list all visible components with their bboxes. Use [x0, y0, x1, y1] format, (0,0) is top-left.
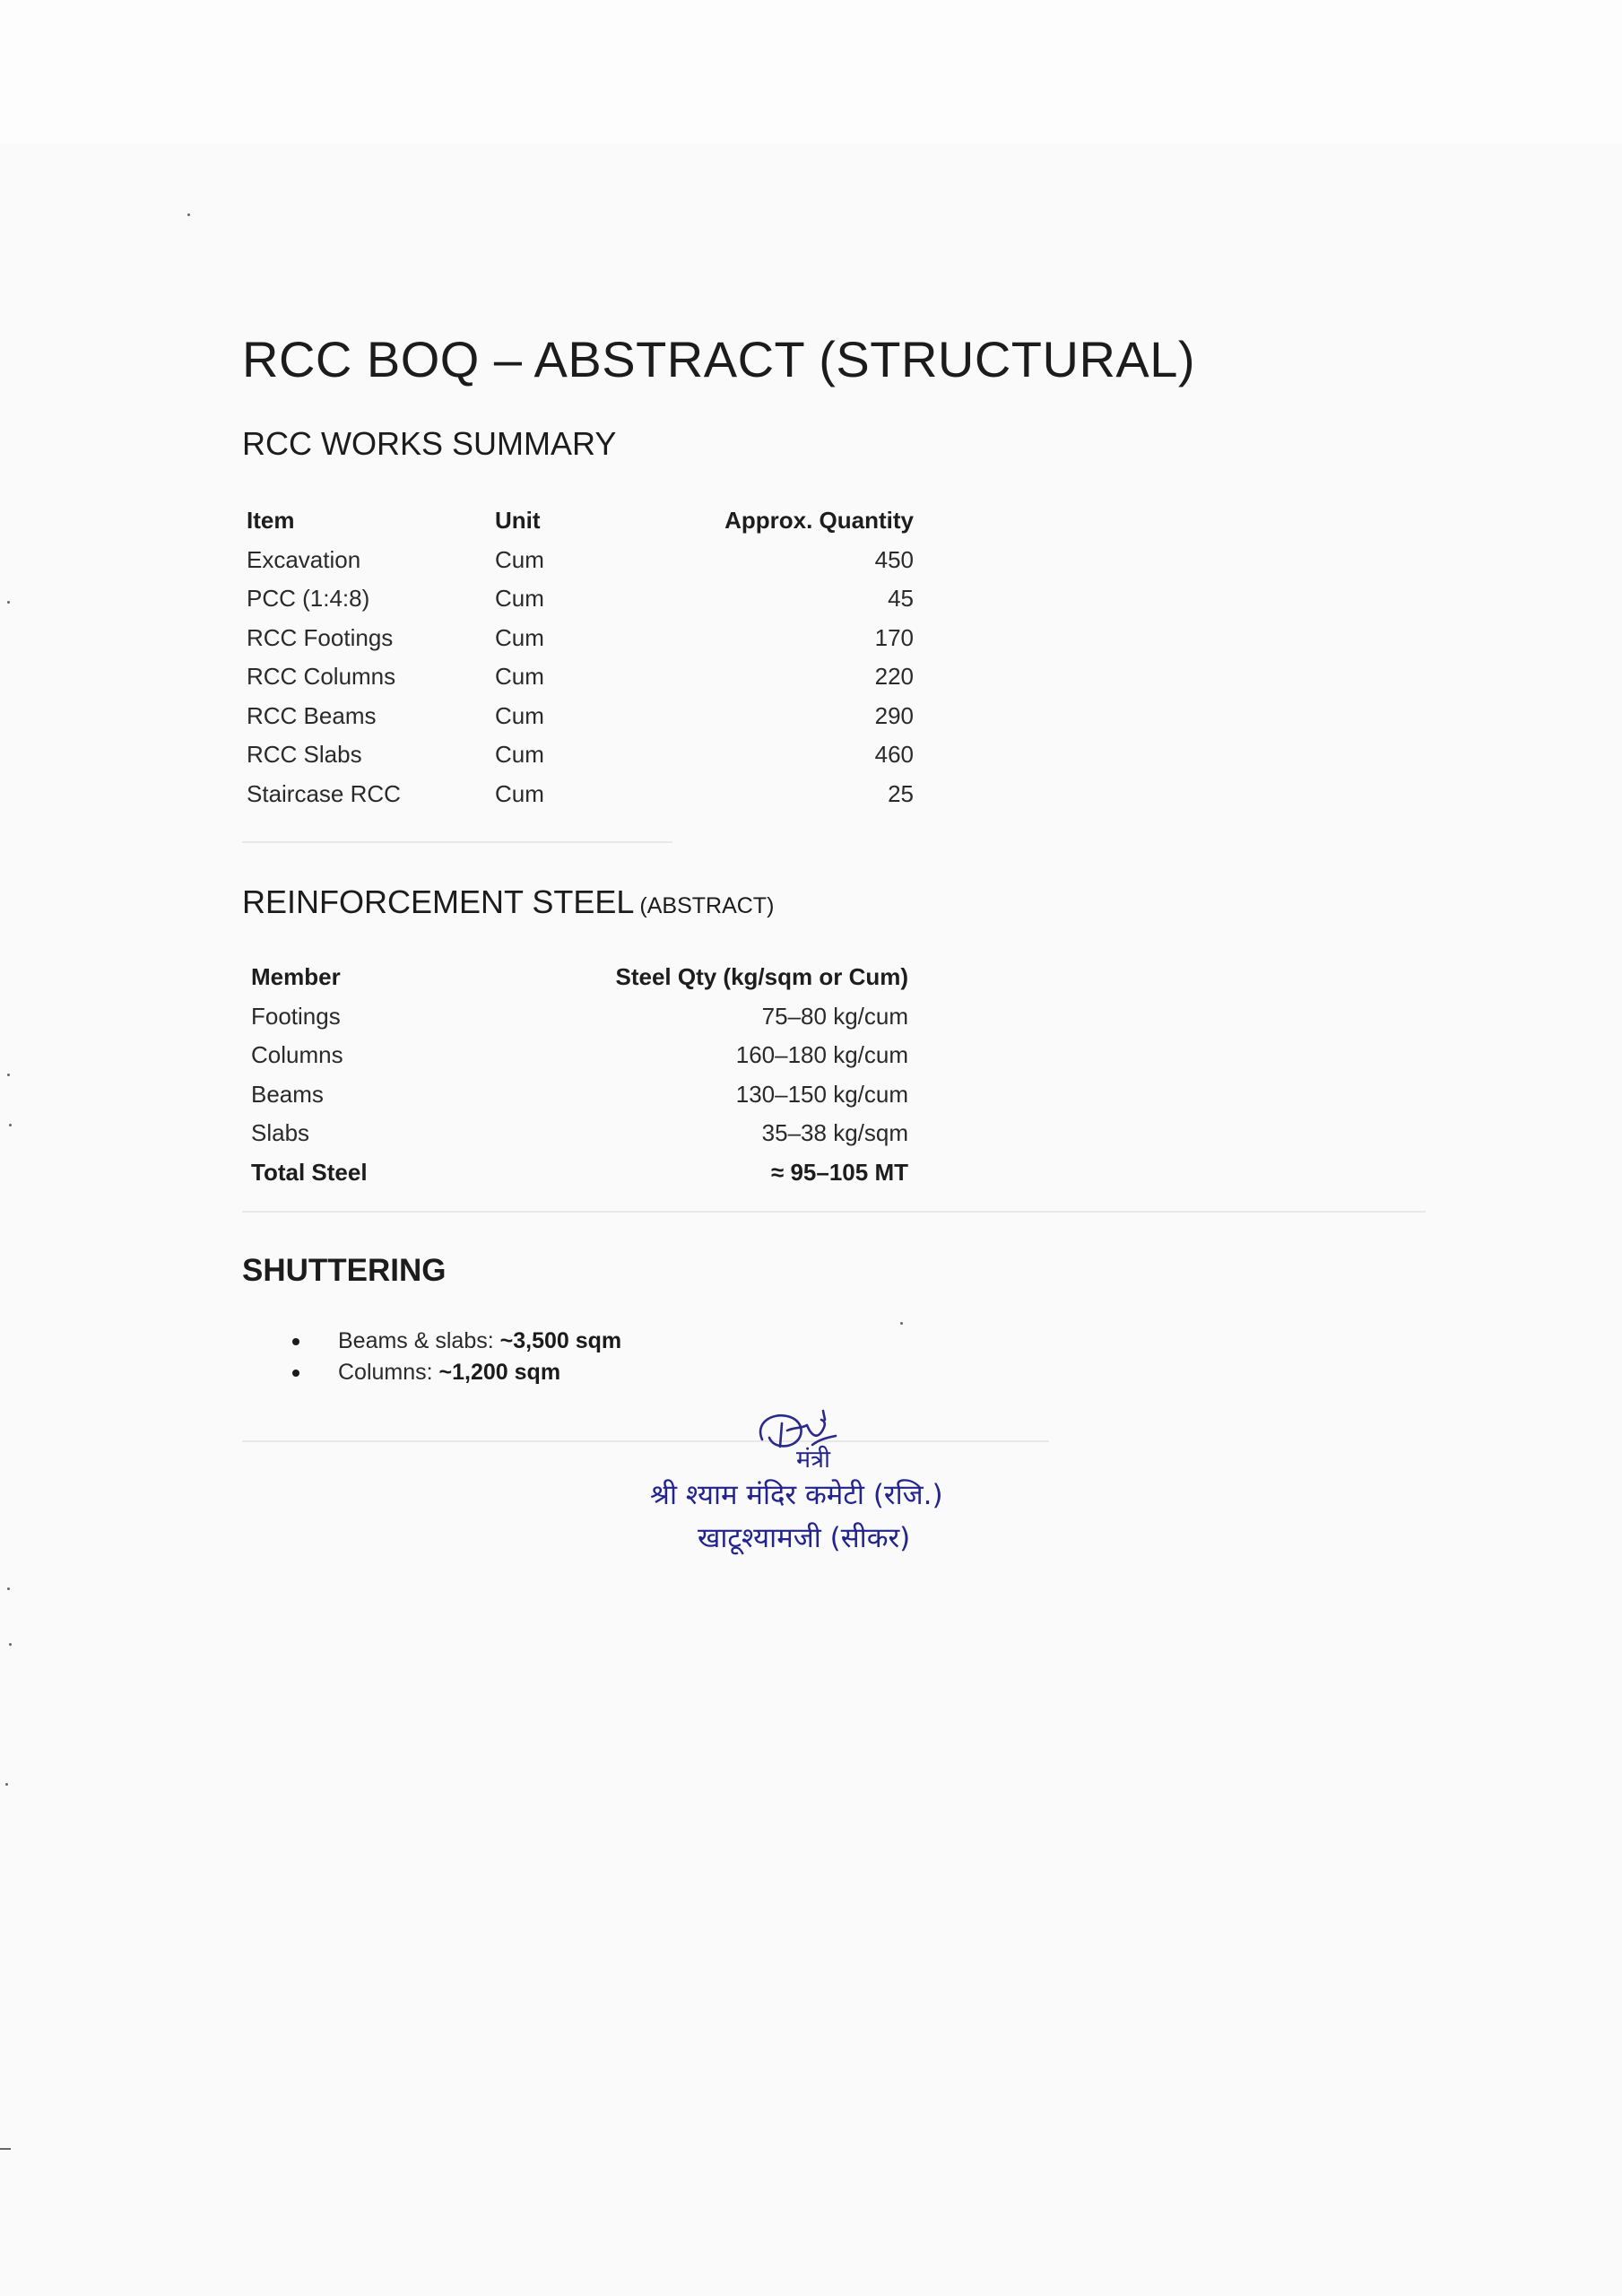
item-cell: Staircase RCC — [247, 779, 401, 807]
shuttering-item-label: Beams & slabs: — [338, 1328, 494, 1353]
item-cell: Excavation — [247, 545, 361, 573]
shuttering-item-label: Columns: — [338, 1360, 433, 1385]
unit-cell: Cum — [495, 701, 544, 729]
reinforcement-heading-suffix: (ABSTRACT) — [639, 893, 775, 918]
bullet-icon — [292, 1370, 299, 1377]
rcc-works-table — [247, 501, 914, 813]
document-title: RCC BOQ – ABSTRACT (STRUCTURAL) — [242, 331, 1196, 387]
stamp-designation: मंत्री — [796, 1446, 831, 1474]
official-stamp — [637, 1404, 1013, 1570]
quantity-cell: 460 — [874, 741, 914, 769]
steel-qty-cell: 75–80 kg/cum — [761, 1002, 908, 1030]
quantity-cell: 220 — [874, 663, 914, 691]
reinforcement-steel-table — [251, 958, 908, 1192]
column-header-item: Item — [247, 507, 295, 535]
member-cell: Columns — [251, 1041, 343, 1069]
stamp-line-2: खाटूश्यामजी (सीकर) — [698, 1522, 911, 1554]
shuttering-item-value: ~1,200 sqm — [438, 1360, 561, 1385]
table-row — [247, 541, 914, 580]
shuttering-heading: SHUTTERING — [242, 1253, 447, 1288]
scan-speck — [7, 1587, 10, 1590]
rcc-works-summary-heading: RCC WORKS SUMMARY — [242, 425, 617, 462]
table-row — [247, 697, 914, 736]
steel-qty-cell: 35–38 kg/sqm — [761, 1119, 908, 1147]
table-row — [247, 579, 914, 619]
table-row — [247, 775, 914, 814]
quantity-cell: 25 — [888, 779, 914, 807]
stamp-line-1: श्री श्याम मंदिर कमेटी (रजि.) — [650, 1479, 943, 1511]
total-steel-value: ≈ 95–105 MT — [770, 1158, 908, 1186]
table-row — [251, 1114, 908, 1153]
table-row — [251, 997, 908, 1037]
shuttering-list — [289, 1326, 621, 1388]
faint-divider — [242, 841, 672, 843]
member-cell: Beams — [251, 1080, 324, 1108]
scan-speck — [900, 1322, 903, 1325]
quantity-cell: 170 — [874, 623, 914, 651]
member-cell: Footings — [251, 1002, 341, 1030]
list-item — [289, 1326, 621, 1357]
scan-speck — [0, 2148, 11, 2150]
scan-speck — [187, 213, 190, 216]
table-row — [251, 1075, 908, 1115]
steel-qty-cell: 160–180 kg/cum — [735, 1041, 908, 1069]
column-header-member: Member — [251, 963, 341, 991]
quantity-cell: 45 — [888, 585, 914, 613]
column-header-steel-qty: Steel Qty (kg/sqm or Cum) — [615, 963, 908, 991]
shuttering-item-value: ~3,500 sqm — [499, 1328, 622, 1353]
reinforcement-heading-text: REINFORCEMENT STEEL — [242, 883, 635, 920]
total-steel-label: Total Steel — [251, 1158, 368, 1186]
table-row — [251, 1036, 908, 1075]
item-cell: RCC Beams — [247, 701, 377, 729]
scan-speck — [7, 601, 10, 604]
table-row — [247, 619, 914, 658]
steel-qty-cell: 130–150 kg/cum — [735, 1080, 908, 1108]
scan-speck — [5, 1783, 8, 1786]
quantity-cell: 290 — [874, 701, 914, 729]
item-cell: RCC Footings — [247, 623, 394, 651]
list-item — [289, 1357, 621, 1388]
table-row — [247, 735, 914, 775]
item-cell: RCC Columns — [247, 663, 396, 691]
unit-cell: Cum — [495, 585, 544, 613]
table-header-row — [247, 501, 914, 541]
scan-speck — [7, 1074, 10, 1076]
total-steel-row — [251, 1153, 908, 1193]
unit-cell: Cum — [495, 779, 544, 807]
table-row — [247, 657, 914, 697]
scanned-page — [0, 144, 1622, 2296]
unit-cell: Cum — [495, 623, 544, 651]
scan-speck — [9, 1124, 12, 1126]
faint-divider — [242, 1211, 1426, 1213]
scan-speck — [9, 1643, 12, 1646]
quantity-cell: 450 — [874, 545, 914, 573]
column-header-quantity: Approx. Quantity — [724, 507, 914, 535]
unit-cell: Cum — [495, 545, 544, 573]
member-cell: Slabs — [251, 1119, 310, 1147]
reinforcement-steel-heading — [242, 883, 774, 921]
table-header-row — [251, 958, 908, 997]
column-header-unit: Unit — [495, 507, 541, 535]
item-cell: PCC (1:4:8) — [247, 585, 370, 613]
bullet-icon — [292, 1338, 299, 1345]
item-cell: RCC Slabs — [247, 741, 362, 769]
unit-cell: Cum — [495, 741, 544, 769]
unit-cell: Cum — [495, 663, 544, 691]
